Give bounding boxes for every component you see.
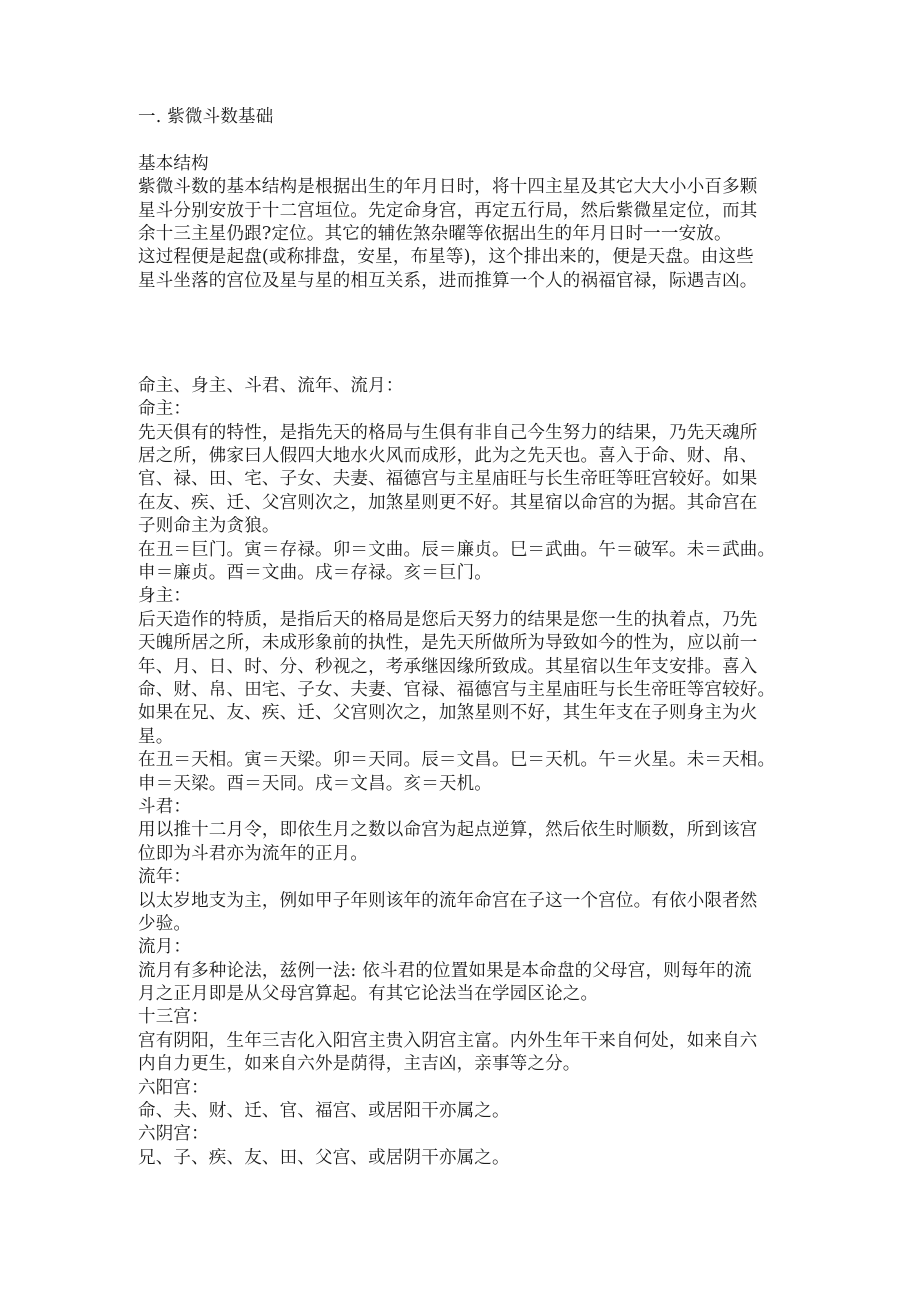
document-title: 一. 紫微斗数基础	[138, 107, 274, 127]
paragraph-line: 余十三主星仍跟?定位。其它的辅佐煞杂曜等依据出生的年月日时一一安放。	[138, 223, 732, 244]
paragraph-line: 以太岁地支为主，例如甲子年则该年的流年命宫在子这一个宫位。有依小限者然	[138, 890, 758, 911]
subheading-shen-zhu: 身主：	[138, 586, 192, 607]
paragraph-line: 在友、疾、迁、父宫则次之，加煞星则更不好。其星宿以命宫的为据。其命宫在	[138, 492, 758, 513]
subheading-liu-nian: 流年：	[138, 867, 192, 888]
spacer	[138, 317, 788, 340]
paragraph-line: 天魄所居之所，未成形象前的执性，是先天所做所为导致如今的性为，应以前一	[138, 633, 758, 654]
paragraph-line: 月之正月即是从父母宫算起。有其它论法当在学园区论之。	[138, 984, 599, 1005]
paragraph-line: 年、月、日、时、分、秒视之，考承继因缘所致成。其星宿以生年支安排。喜入	[138, 656, 758, 677]
paragraph-line: 子则命主为贪狼。	[138, 516, 280, 537]
paragraph-line: 命、财、帛、田宅、子女、夫妻、官禄、福德宫与主星庙旺与长生帝旺等宫较好。	[138, 679, 776, 700]
paragraph-line: 官、禄、田、宅、子女、夫妻、福德宫与主星庙旺与长生帝旺等旺宫较好。如果	[138, 469, 758, 490]
subheading-dou-jun: 斗君：	[138, 796, 192, 817]
paragraph-line: 内自力更生，如来自六外是荫得，主吉凶，亲事等之分。	[138, 1054, 581, 1075]
paragraph-line: 命、夫、财、迁、官、福宫、或居阳干亦属之。	[138, 1101, 510, 1122]
paragraph-line: 后天造作的特质，是指后天的格局是您后天努力的结果是您一生的执着点，乃先	[138, 609, 758, 630]
paragraph-line: 申＝天梁。酉＝天同。戌＝文昌。亥＝天机。	[138, 773, 492, 794]
section-heading-main: 命主、身主、斗君、流年、流月：	[138, 375, 404, 396]
section-heading-basic-structure: 基本结构	[138, 153, 209, 174]
subheading-liu-yang-gong: 六阳宫：	[138, 1077, 209, 1098]
paragraph-line: 少验。	[138, 913, 192, 934]
paragraph-line: 在丑＝天相。寅＝天梁。卯＝天同。辰＝文昌。巳＝天机。午＝火星。未＝天相。	[138, 750, 776, 771]
paragraph-line: 这过程便是起盘(或称排盘，安星，布星等)，这个排出来的，便是天盘。由这些	[138, 247, 754, 268]
paragraph-line: 先天俱有的特性，是指先天的格局与生俱有非自己今生努力的结果，乃先天魂所	[138, 422, 758, 443]
document-page	[138, 106, 788, 1170]
paragraph-line: 兄、子、疾、友、田、父宫、或居阴干亦属之。	[138, 1147, 510, 1168]
paragraph-line: 在丑＝巨门。寅＝存禄。卯＝文曲。辰＝廉贞。巳＝武曲。午＝破军。未＝武曲。	[138, 539, 776, 560]
subheading-shi-san-gong: 十三宫：	[138, 1007, 209, 1028]
paragraph-line: 用以推十二月令，即依生月之数以命宫为起点逆算，然后依生时顺数，所到该宫	[138, 820, 758, 841]
subheading-liu-yue: 流月：	[138, 937, 192, 958]
subheading-ming-zhu: 命主：	[138, 399, 192, 420]
paragraph-line: 如果在兄、友、疾、迁、父宫则次之，加煞星则不好，其生年支在子则身主为火	[138, 703, 758, 724]
paragraph-line: 居之所，佛家曰人假四大地水火风而成形，此为之先天也。喜入于命、财、帛、	[138, 446, 758, 467]
paragraph-line: 流月有多种论法，兹例一法: 依斗君的位置如果是本命盘的父母宫，则每年的流	[138, 960, 752, 981]
spacer	[138, 293, 788, 316]
paragraph-line: 宫有阴阳，生年三吉化入阳宫主贵入阴宫主富。内外生年干来自何处，如来自六	[138, 1030, 758, 1051]
spacer	[138, 129, 788, 152]
paragraph-line: 申＝廉贞。酉＝文曲。戌＝存禄。亥＝巨门。	[138, 563, 492, 584]
paragraph-line: 星斗分别安放于十二宫垣位。先定命身宫，再定五行局，然后紫微星定位，而其	[138, 200, 758, 221]
subheading-liu-yin-gong: 六阴宫：	[138, 1124, 209, 1145]
paragraph-line: 紫微斗数的基本结构是根据出生的年月日时，将十四主星及其它大大小小百多颗	[138, 177, 758, 198]
spacer	[138, 340, 788, 375]
paragraph-line: 星。	[138, 726, 174, 747]
paragraph-line: 位即为斗君亦为流年的正月。	[138, 843, 369, 864]
paragraph-line: 星斗坐落的宫位及星与星的相互关系，进而推算一个人的祸福官禄，际遇吉凶。	[138, 270, 758, 291]
